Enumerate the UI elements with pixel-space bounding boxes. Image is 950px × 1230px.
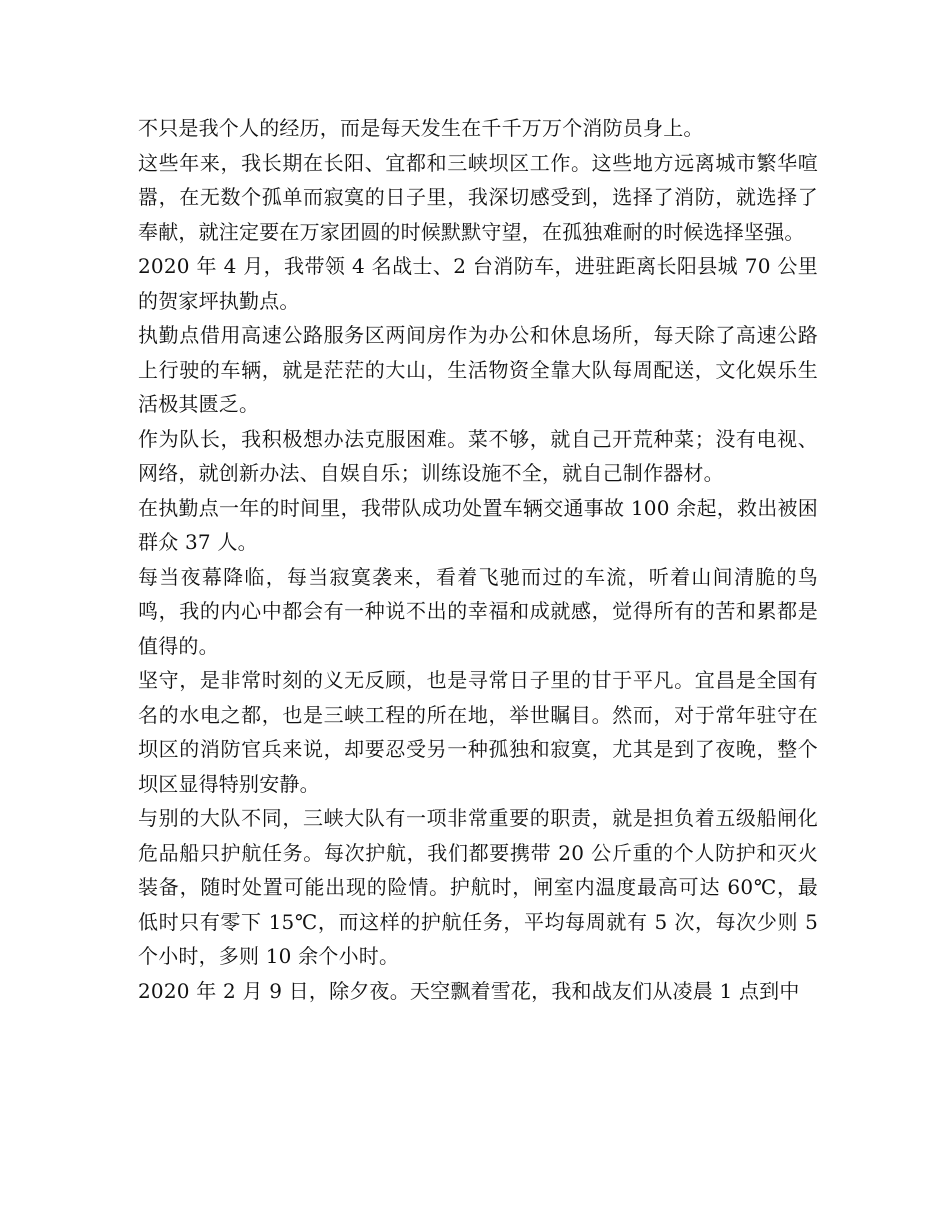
paragraph-2: 这些年来，我长期在长阳、宜都和三峡坝区工作。这些地方远离城市繁华喧嚣，在无数个孤单而寂寞的日子里，我深切感受到，选择了消防，就选择了奉献，就注定要在万家团圆的时候默默守望，在孤独难耐的时候选择坚强。	[138, 150, 818, 244]
paragraph-1: 不只是我个人的经历，而是每天发生在千千万万个消防员身上。	[138, 116, 704, 140]
paragraph-5: 作为队长，我积极想办法克服困难。菜不够，就自己开荒种菜；没有电视、网络，就创新办法、自娱自乐；训练设施不全，就自己制作器材。	[138, 426, 818, 485]
paragraph-7: 每当夜幕降临，每当寂寞袭来，看着飞驰而过的车流，听着山间清脆的鸟鸣，我的内心中都会有一种说不出的幸福和成就感，觉得所有的苦和累都是值得的。	[138, 564, 818, 658]
paragraph-10: 2020 年 2 月 9 日，除夕夜。天空飘着雪花，我和战友们从凌晨 1 点到中	[138, 978, 800, 1003]
paragraph-4: 执勤点借用高速公路服务区两间房作为办公和休息场所，每天除了高速公路上行驶的车辆，就是茫茫的大山，生活物资全靠大队每周配送，文化娱乐生活极其匮乏。	[138, 323, 818, 416]
paragraph-3: 2020 年 4 月，我带领 4 名战士、2 台消防车，进驻距离长阳县城 70 公里的贺家坪执勤点。	[138, 254, 818, 313]
paragraph-9: 与别的大队不同，三峡大队有一项非常重要的职责，就是担负着五级船闸化危品船只护航任务。每次护航，我们都要携带 20 公斤重的个人防护和灭火装备，随时处置可能出现的险情。护航时，闸室内温度最高可达 60℃，最低时只有零下 15℃，而这样的护航任务，平均每周就有 5 次，每次少则 5 个小时，多则 10 余个小时。	[138, 806, 818, 968]
document-body	[138, 111, 818, 1008]
paragraph-6: 在执勤点一年的时间里，我带队成功处置车辆交通事故 100 余起，救出被困群众 37 人。	[138, 495, 818, 554]
paragraph-8: 坚守，是非常时刻的义无反顾，也是寻常日子里的甘于平凡。宜昌是全国有名的水电之都，也是三峡工程的所在地，举世瞩目。然而，对于常年驻守在坝区的消防官兵来说，却要忍受另一种孤独和寂寞，尤其是到了夜晚，整个坝区显得特别安静。	[138, 668, 818, 796]
